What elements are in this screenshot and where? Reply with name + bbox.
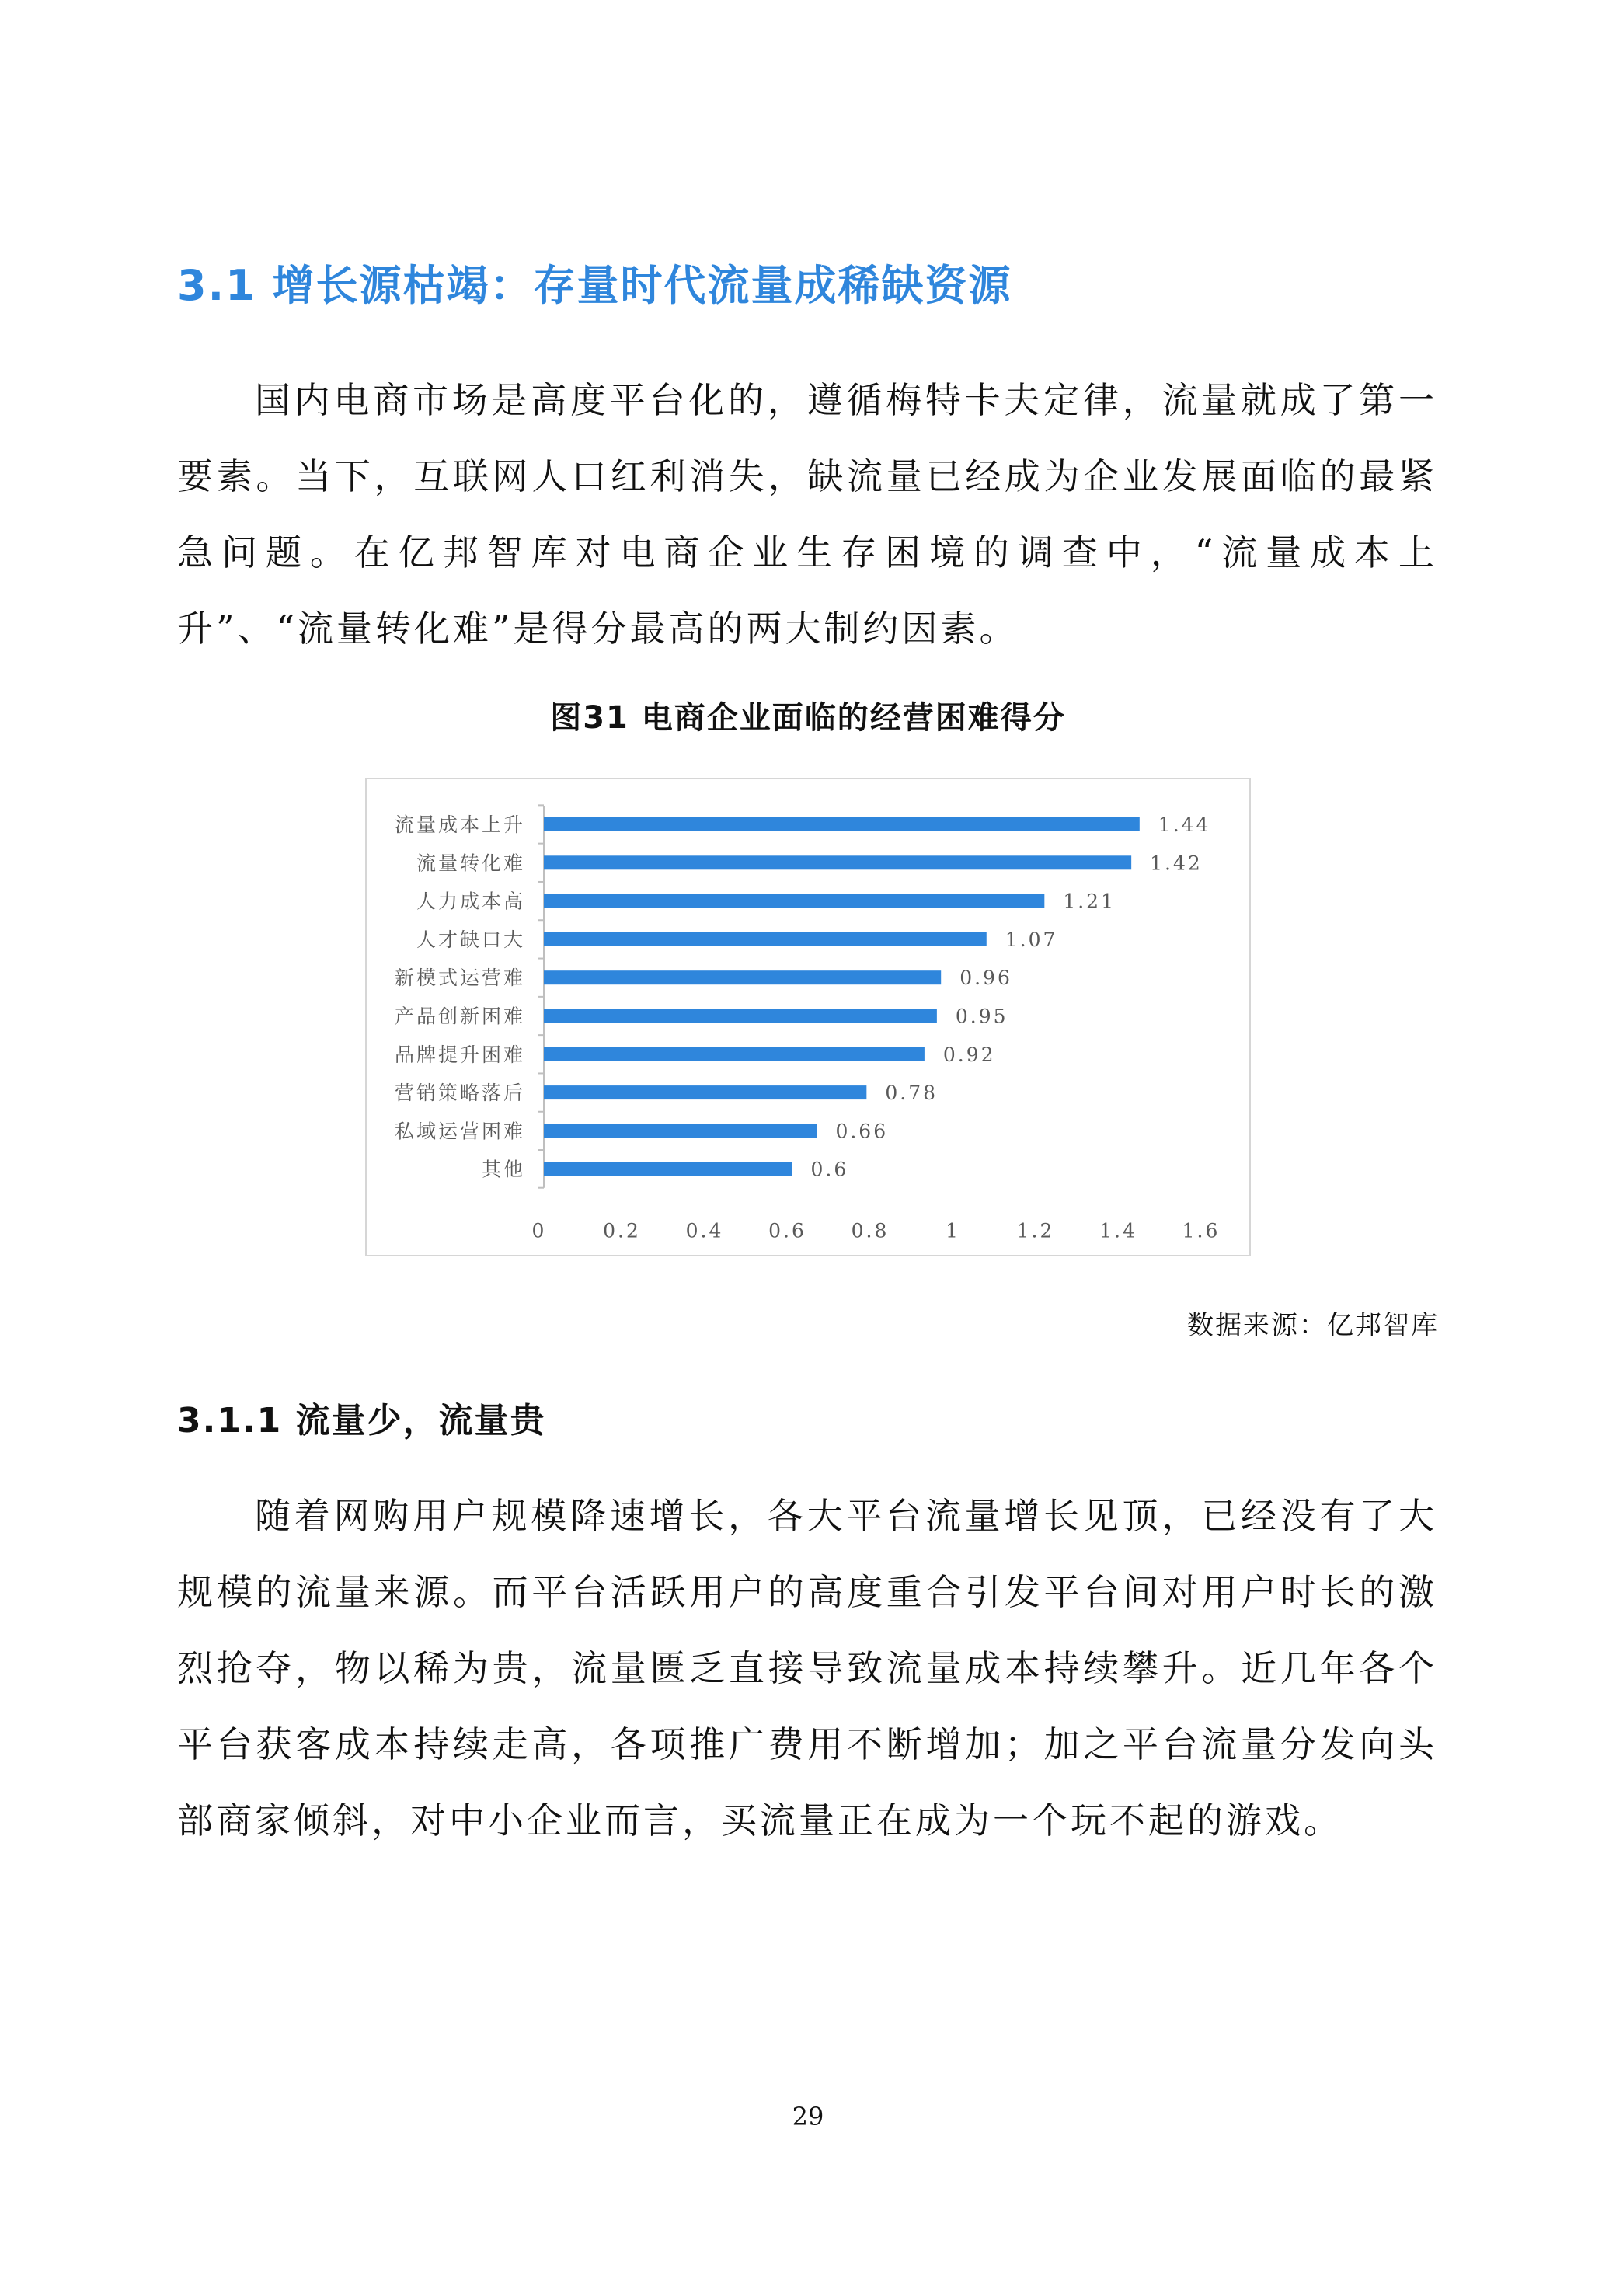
bar [544,1047,925,1061]
x-tick-label: 0.6 [768,1219,806,1242]
category-label: 营销策略落后 [394,1082,525,1105]
data-label: 1.21 [1063,890,1116,913]
x-tick-label: 1.2 [1016,1219,1055,1242]
data-label: 1.44 [1158,814,1211,836]
data-label: 0.96 [960,967,1012,990]
page-number: 29 [792,2102,824,2131]
category-label: 私域运营困难 [394,1120,525,1143]
category-label: 其他 [481,1158,525,1181]
category-label: 新模式运营难 [394,967,525,990]
data-label: 0.78 [885,1082,939,1105]
category-label: 产品创新困难 [394,1005,525,1028]
bar-chart [365,778,1251,1256]
data-label: 0.95 [955,1005,1008,1028]
bar [544,932,987,946]
x-tick-label: 1 [946,1219,960,1242]
bar [544,1009,937,1023]
subsection-paragraph: 随着网购用户规模降速增长，各大平台流量增长见顶，已经没有了大规模的流量来源。而平台活跃用户的高度重合引发平台间对用户时长的激烈抢夺，物以稀为贵，流量匮乏直接导致流量成本持续攀升。近几年各个平台获客成本持续走高，各项推广费用不断增加；加之平台流量分发向头部商家倾斜，对中小企业而言，买流量正在成为一个玩不起的游戏。 [177,1495,1437,1841]
category-label: 流量成本上升 [394,814,525,836]
section-paragraph: 国内电商市场是高度平台化的，遵循梅特卡夫定律，流量就成了第一要素。当下，互联网人口红利消失，缺流量已经成为企业发展面临的最紧急问题。在亿邦智库对电商企业生存困境的调查中，“流量成本上升”、“流量转化难”是得分最高的两大制约因素。 [177,379,1437,650]
bar [544,1085,866,1099]
x-tick-label: 1.4 [1099,1219,1137,1242]
category-label: 品牌提升困难 [394,1043,525,1066]
data-label: 0.66 [835,1120,889,1143]
bar [544,1162,792,1176]
figure-source: 数据来源：亿邦智库 [1187,1310,1439,1341]
bar [544,970,941,984]
bar [544,855,1131,869]
bar [544,894,1044,908]
category-label: 流量转化难 [416,852,525,875]
bar-chart-canvas [367,779,1249,1255]
x-tick-label: 0.8 [851,1219,890,1242]
x-tick-label: 0 [531,1219,547,1242]
subsection-heading: 3.1.1 流量少，流量贵 [177,1401,546,1441]
x-tick-label: 0.2 [603,1219,641,1242]
x-tick-label: 0.4 [685,1219,724,1242]
data-label: 1.42 [1150,852,1203,875]
figure-title: 图31 电商企业面临的经营困难得分 [550,700,1066,736]
data-label: 0.6 [810,1158,849,1181]
section-heading: 3.1 增长源枯竭：存量时代流量成稀缺资源 [177,261,1012,310]
data-label: 0.92 [942,1043,996,1066]
bar [544,1124,817,1138]
data-label: 1.07 [1005,928,1058,951]
x-tick-label: 1.6 [1182,1219,1221,1242]
bar [544,817,1140,831]
category-label: 人力成本高 [416,890,525,913]
category-label: 人才缺口大 [416,928,525,951]
